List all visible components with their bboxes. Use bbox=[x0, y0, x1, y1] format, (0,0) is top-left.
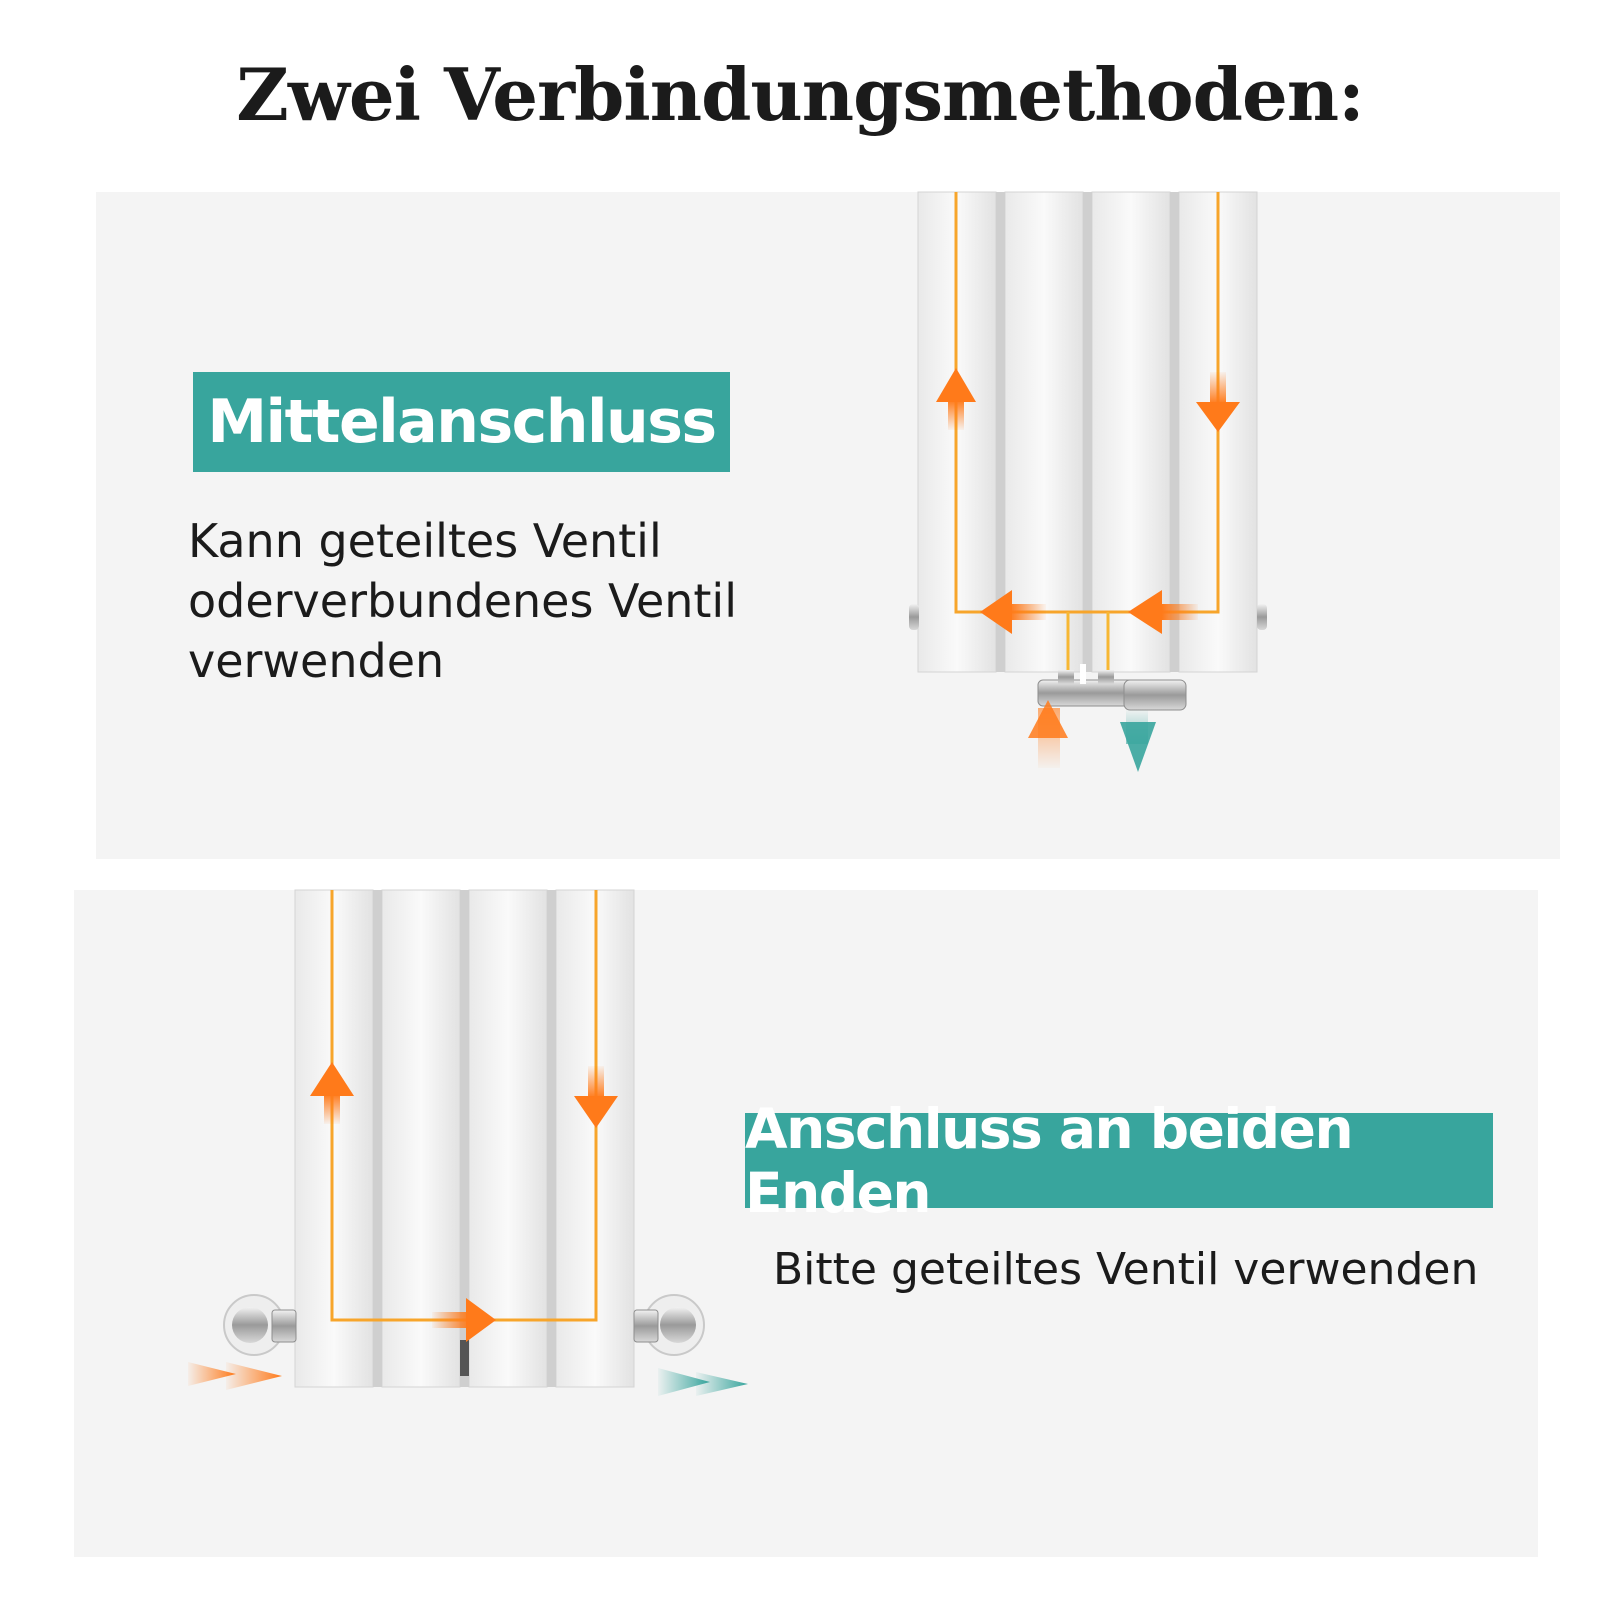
radiator-icon bbox=[918, 192, 1257, 672]
badge-label: Anschluss an beiden Enden bbox=[745, 1096, 1353, 1225]
badge-end-connection bbox=[745, 1096, 1493, 1225]
flow-arrow-icon bbox=[1120, 710, 1156, 772]
flow-arrow-icon bbox=[1028, 700, 1068, 768]
bleed-plug-icon bbox=[1257, 604, 1267, 630]
flow-arrow-icon bbox=[188, 1362, 282, 1390]
page-title: Zwei Verbindungsmethoden: bbox=[236, 52, 1364, 137]
valve-icon bbox=[634, 1295, 704, 1355]
bleed-plug-icon bbox=[909, 604, 919, 630]
valve-icon bbox=[224, 1295, 296, 1355]
description-line: verwenden bbox=[188, 634, 445, 688]
badge-label: Mittelanschluss bbox=[207, 387, 716, 457]
description-end-connection: Bitte geteiltes Ventil verwenden bbox=[773, 1244, 1479, 1295]
flow-arrow-icon bbox=[658, 1368, 748, 1396]
description-line: oderverbundenes Ventil bbox=[188, 574, 737, 628]
description-line: Kann geteiltes Ventil bbox=[188, 514, 662, 568]
